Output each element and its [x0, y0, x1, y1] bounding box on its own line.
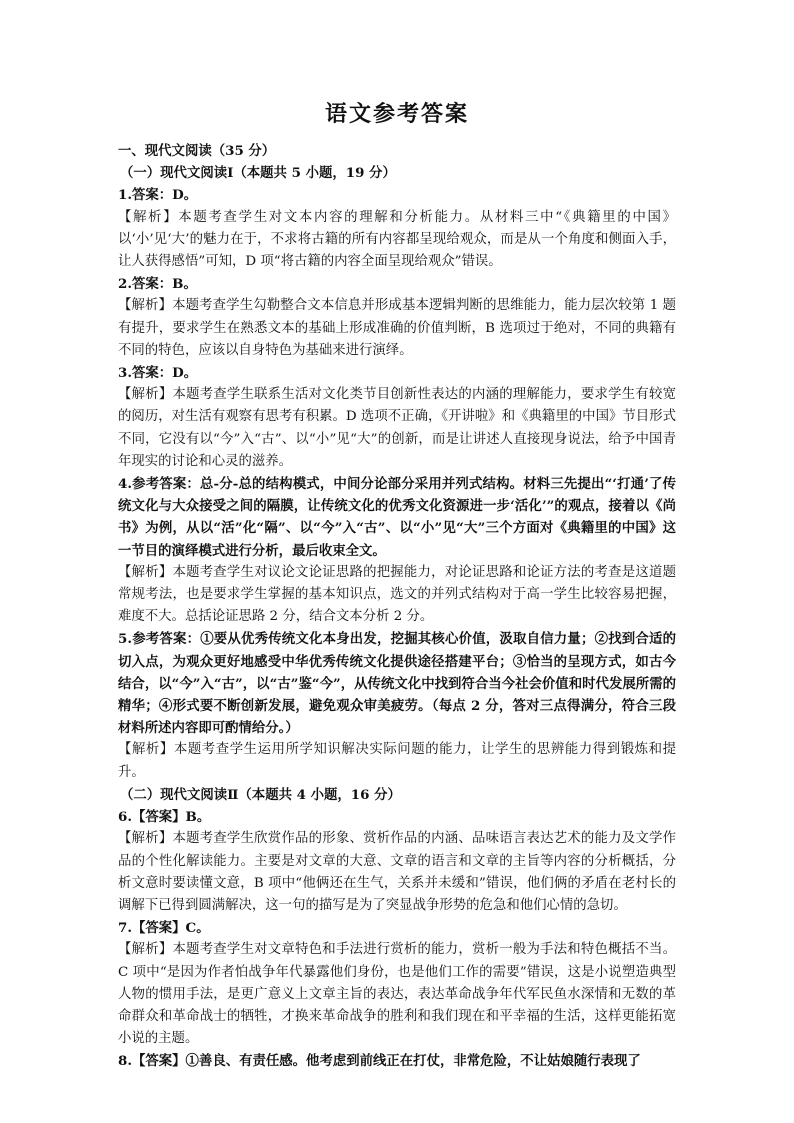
answer-6: 6.【答案】B。	[118, 809, 211, 826]
answer-4: 4.参考答案：总-分-总的结构模式，中间分论部分采用并列式结构。材料三先提出“‘打通’了传统文化与大众接受之间的隔膜，让传统文化的优秀文化资源进一步‘活化’”的观点，接着以《尚书》为例，从以“活”化“隔”、以“今”入“古”、以“小”见“大”三个方面对《典籍里的中国》这一节目的演绎模式进行分析，最后收束全文。	[118, 476, 676, 559]
answer-3: 3.答案：D。	[118, 365, 198, 382]
analysis-6: 【解析】本题考查学生欣赏作品的形象、赏析作品的内涵、品味语言表达艺术的能力及文学作品的个性化解读能力。主要是对文章的大意、文章的语言和文章的主旨等内容的分析概括，分析文意时要读懂文意，B 项中“他俩还在生气，关系并未缓和”错误，他们俩的矛盾在老村长的调解下已得到圆满解决，这一句的描写是为了突显战争形势的危急和他们心情的急切。	[118, 831, 676, 913]
analysis-7: 【解析】本题考查学生对文章特色和手法进行赏析的能力，赏析一般为手法和特色概括不当。C 项中“是因为作者怕战争年代暴露他们身份，也是他们工作的需要”错误，这是小说塑造典型人物的惯用手法，是更广意义上文章主旨的表达，表达革命战争年代军民鱼水深情和无数的革命群众和革命战士的牺牲，才换来革命战争的胜利和我们现在和平幸福的生活，这样更能拓宽小说的主题。	[118, 942, 676, 1047]
page-title: 语文参考答案	[324, 101, 469, 127]
answer-5: 5.参考答案：①要从优秀传统文化本身出发，挖掘其核心价值，汲取自信力量；②找到合适的切入点，为观众更好地感受中华优秀传统文化提供途径搭建平台；③恰当的呈现方式，如古今结合，以“今”入“古”，以“古”鉴“今”，从传统文化中找到符合当今社会价值和时代发展所需的精华；④形式要不断创新发展，避免观众审美疲劳。（每点 2 分，答对三点得满分，符合三段材料所述内容即可酌情给分。）	[118, 631, 676, 737]
subsection-heading-2: （二）现代文阅读Ⅱ（本题共 4 小题，16 分）	[120, 786, 401, 803]
answer-1: 1.答案：D。	[118, 187, 198, 204]
analysis-5: 【解析】本题考查学生运用所学知识解决实际问题的能力，让学生的思辨能力得到锻炼和提升。	[118, 742, 676, 780]
answer-2: 2.答案：B。	[118, 276, 197, 293]
analysis-4: 【解析】本题考查学生对议论文论证思路的把握能力，对论证思路和论证方法的考查是这道题常规考法，也是要求学生掌握的基本知识点，选文的并列式结构对于高一学生比较容易把握，难度不大。总括论证思路 2 分，结合文本分析 2 分。	[118, 564, 676, 625]
answer-7: 7.【答案】C。	[118, 920, 210, 937]
section-heading: 一、现代文阅读（35 分）	[118, 143, 276, 159]
answer-8: 8.【答案】①善良、有责任感。他考虑到前线正在打仗，非常危险，不让姑娘随行表现了	[118, 1053, 641, 1070]
analysis-1: 【解析】本题考查学生对文本内容的理解和分析能力。从材料三中“《典籍里的中国》以‘小’见‘大’的魅力在于，不求将古籍的所有内容都呈现给观众，而是从一个角度和侧面入手，让人获得感悟”可知，D 项“将古籍的内容全面呈现给观众”错误。	[118, 209, 676, 270]
subsection-heading: （一）现代文阅读Ⅰ（本题共 5 小题，19 分）	[120, 165, 396, 182]
analysis-3: 【解析】本题考查学生联系生活对文化类节目创新性表达的内涵的理解能力，要求学生有较宽的阅历，对生活有观察有思考有积累。D 选项不正确，《开讲啦》和《典籍里的中国》节目形式不同，它没有以“今”入“古”、以“小”见“大”的创新，而是让讲述人直接现身说法，给予中国青年现实的讨论和心灵的滋养。	[118, 387, 676, 469]
analysis-2: 【解析】本题考查学生勾勒整合文本信息并形成基本逻辑判断的思维能力，能力层次较第 1 题有提升，要求学生在熟悉文本的基础上形成准确的价值判断，B 选项过于绝对，不同的典籍有不同的特色，应该以自身特色为基础来进行演绎。	[118, 298, 676, 358]
